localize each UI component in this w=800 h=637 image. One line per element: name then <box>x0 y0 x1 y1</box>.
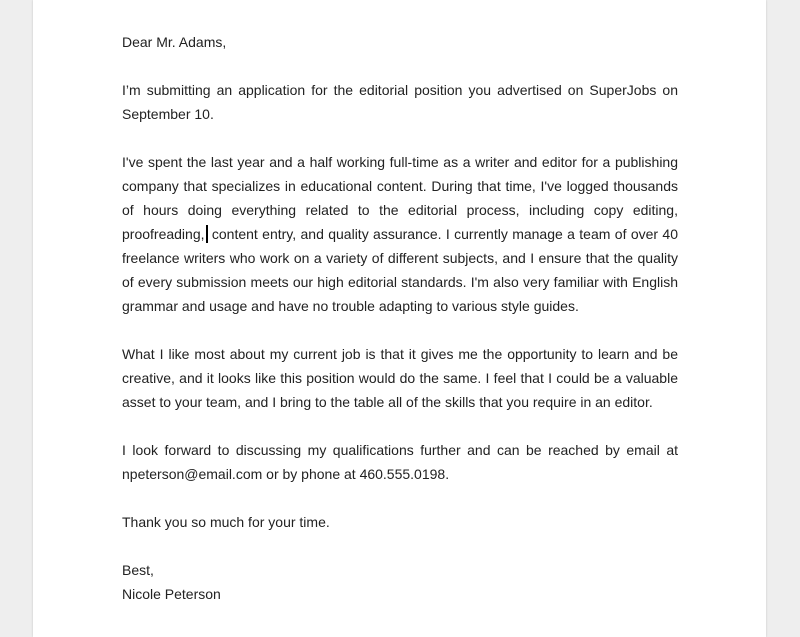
paragraph-contact: I look forward to discussing my qualifications further and can be reached by email at npeterson@email.com or by phone at 460.555.0198. <box>122 442 678 482</box>
paragraph-motivation: What I like most about my current job is that it gives me the opportunity to learn and be creative, and it looks like this position would do the same. I feel that I could be a valuable asset to your team, and I bring to the table all of the skills that you require in an editor. <box>122 346 678 410</box>
paragraph-experience-part1: I've spent the last year and a half working full-time as a writer and editor for a publishing company that specializes in educational content. During that time, I've logged thousands of hours doing everything related to the editorial process, including copy editing, proofreading, <box>122 154 678 242</box>
paragraph-application: I’m submitting an application for the editorial position you advertised on SuperJobs on September 10. <box>122 82 678 122</box>
salutation: Dear Mr. Adams, <box>122 34 227 50</box>
closing: Best, <box>122 562 154 578</box>
paragraph-thanks: Thank you so much for your time. <box>122 514 330 530</box>
paragraph-experience <box>122 150 678 318</box>
signature: Nicole Peterson <box>122 586 221 602</box>
document-body[interactable] <box>122 30 678 606</box>
paragraph-experience-part2: content entry, and quality assurance. I currently manage a team of over 40 freelance writers who work on a variety of different subjects, and I ensure that the quality of every submission meets our high editorial standards. I'm also very familiar with English grammar and usage and have no trouble adapting to various style guides. <box>122 226 678 314</box>
document-page[interactable] <box>33 0 766 637</box>
